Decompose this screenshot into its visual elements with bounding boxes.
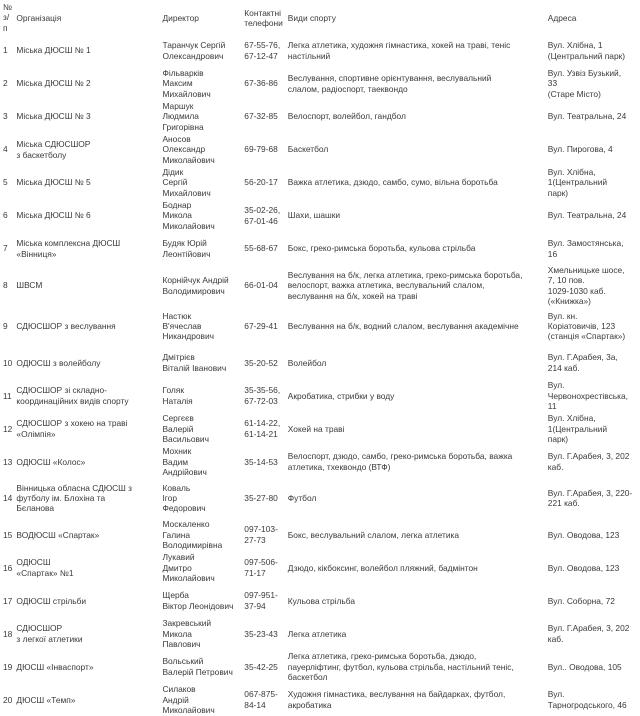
cell-address: Вул. Узвіз Бузький, 33 (Старе Місто) [547,68,622,99]
cell-num: 11 [3,390,12,401]
cell-sports: Дзюдо, кікбоксинг, волейбол пляжний, бадмінтон [287,562,478,573]
cell-organization: ОДЮСШ стрільби [16,595,87,606]
cell-organization: СДЮСШОР зі складно- координаційних видів спорту [16,385,129,406]
cell-num: 4 [3,144,8,155]
table-row [2,445,638,478]
cell-director: Аносов Олександр Миколайович [162,134,215,165]
cell-director: Дмітрієв Віталій Іванович [162,352,227,373]
cell-phones: 67-32-85 [244,111,278,122]
sports-schools-table [2,2,638,716]
table-row [2,617,638,650]
header-sports: Види спорту [287,12,336,23]
table-row [2,650,638,683]
table-row [2,306,638,346]
cell-address: Вул. Червонохрестівська, 11 [547,380,629,411]
cell-sports: Веслування на б/к, водний слалом, веслування академічне [287,321,519,332]
cell-director: Будяк Юрій Леонтійович [162,238,211,259]
cell-num: 17 [3,595,13,606]
cell-organization: Міська ДЮСШ № 1 [16,45,91,56]
cell-phones: 097-506- 71-17 [244,557,278,578]
cell-director: Настюк В'ячеслав Никандрович [162,310,215,342]
cell-sports: Веслування на б/к, легка атлетика, греко-римська боротьба, велоспорт, важка атлетика, веслувальний слалом, веслування на б/к, хокей на траві [287,270,523,301]
cell-address: Вул. кн. Коріатовичів, 123 (станція «Спартак») [547,310,626,342]
table-row [2,683,638,716]
cell-director: Лукавий Дмитро Миколайович [162,552,215,583]
cell-num: 10 [3,357,13,368]
header-num: № з/ п [3,2,12,33]
cell-director: Дідик Сергій Михайлович [162,167,211,198]
header-phones: Контактні телефони [244,7,283,28]
cell-organization: Міська ДЮСШ № 2 [16,78,91,89]
cell-sports: Бокс, веслувальний слалом, легка атлетика [287,529,460,540]
cell-director: Фільварків Максим Михайлович [162,68,211,99]
table-row [2,551,638,584]
cell-phones: 61-14-22, 61-14-21 [244,418,281,439]
cell-director: Маршук Людмила Григорівна [162,101,204,132]
cell-organization: ОДЮСШ «Спартак» №1 [16,557,74,578]
cell-num: 7 [3,243,8,254]
cell-director: Корнійчук Андрій Володимирович [162,275,229,296]
cell-phones: 35-02-26, 67-01-46 [244,205,281,226]
cell-sports: Баскетбол [287,144,329,155]
table-row [2,67,638,100]
table-row [2,379,638,412]
cell-num: 12 [3,423,13,434]
table-row [2,34,638,67]
table-row [2,166,638,199]
cell-phones: 66-01-04 [244,280,278,291]
cell-sports: Волейбол [287,357,327,368]
cell-phones: 35-27-80 [244,493,278,504]
cell-sports: Велоспорт, дзюдо, самбо, греко-римська боротьба, важка атлетика, тхеквондо (ВТФ) [287,451,513,472]
cell-num: 13 [3,456,13,467]
cell-organization: ДЮСШ «Інваспорт» [16,661,94,672]
cell-sports: Легка атлетика, греко-римська боротьба, дзюдо, пауерліфтинг, футбол, кульова стрільба, настільний теніс, баскетбол [287,651,514,682]
cell-num: 19 [3,661,13,672]
cell-address: Вул. Театральна, 24 [547,111,627,122]
cell-sports: Бокс, греко-римська боротьба, кульова стрільба [287,243,476,254]
cell-phones: 35-14-53 [244,456,278,467]
cell-num: 14 [3,493,13,504]
table-row [2,100,638,133]
cell-sports: Кульова стрільба [287,595,355,606]
cell-director: Силаков Андрій Миколайович [162,684,215,715]
cell-sports: Футбол [287,493,317,504]
cell-num: 20 [3,694,13,705]
cell-phones: 35-20-52 [244,357,278,368]
cell-phones: 35-23-43 [244,628,278,639]
cell-organization: Міська СДЮСШОР з баскетболу [16,139,91,160]
header-organization: Організація [16,12,62,23]
cell-address: Вул. Хлібна, 1(Центральний парк) [547,413,608,444]
cell-director: Сергєєв Валерій Васильович [162,413,209,444]
cell-num: 8 [3,280,8,291]
cell-phones: 56-20-17 [244,177,278,188]
cell-phones: 097-103- 27-73 [244,524,278,545]
cell-phones: 69-79-68 [244,144,278,155]
table-row [2,478,638,518]
cell-organization: СДЮСШОР з легкої атлетики [16,623,83,644]
cell-address: Вул. Оводова, 123 [547,529,620,540]
cell-organization: СДЮСШОР з веслування [16,321,116,332]
table-row [2,133,638,166]
cell-phones: 067-875- 84-14 [244,689,278,710]
cell-num: 3 [3,111,8,122]
cell-address: Вул. Хлібна, 1(Центральний парк) [547,167,608,198]
cell-num: 9 [3,321,8,332]
table-row [2,199,638,232]
cell-organization: Міська комплексна ДЮСШ «Вінниця» [16,238,121,259]
cell-director: Мохник Вадим Андрійович [162,446,207,477]
cell-num: 1 [3,45,8,56]
cell-organization: СДЮСШОР з хокею на траві «Олімпія» [16,418,128,439]
header-address: Адреса [547,12,577,23]
cell-director: Щерба Віктор Леонідович [162,590,234,611]
cell-address: Вул. Театральна, 24 [547,210,627,221]
cell-director: Москаленко Галина Володимирівна [162,519,223,550]
cell-sports: Легка атлетика, художня гімнастика, хокей на траві, теніс настільний [287,40,511,61]
cell-organization: Міська ДЮСШ № 3 [16,111,91,122]
cell-organization: Міська ДЮСШ № 6 [16,210,91,221]
cell-phones: 55-68-67 [244,243,278,254]
cell-address: Вул.. Оводова, 105 [547,661,622,672]
cell-num: 6 [3,210,8,221]
cell-address: Вул. Г.Арабея, 3, 220- 221 каб. [547,487,633,509]
cell-organization: ВОДЮСШ «Спартак» [16,529,100,540]
cell-phones: 67-29-41 [244,321,278,332]
cell-director: Коваль Ігор Федорович [162,482,206,514]
cell-num: 2 [3,78,8,89]
cell-organization: Вінницька обласна СДЮСШ з футболу ім. Блохіна та Бєланова [16,482,133,514]
table-row [2,265,638,306]
cell-address: Вул. Замостянська, 16 [547,238,624,259]
cell-num: 15 [3,529,13,540]
cell-phones: 097-951- 37-94 [244,590,278,611]
cell-address: Вул. Оводова, 123 [547,562,620,573]
cell-address: Вул. Соборна, 72 [547,595,615,606]
cell-director: Голяк Наталія [162,385,193,406]
cell-address: Вул. Тарногродського, 46 [547,689,627,710]
cell-sports: Художня гімнастика, веслування на байдарках, футбол, акробатика [287,689,506,710]
header-director: Директор [162,12,199,23]
cell-sports: Велоспорт, волейбол, гандбол [287,111,406,122]
cell-phones: 67-36-86 [244,78,278,89]
cell-phones: 35-42-25 [244,661,278,672]
cell-director: Закревський Микола Павлович [162,618,212,649]
cell-director: Боднар Микола Миколайович [162,200,215,231]
table-row [2,584,638,617]
cell-sports: Важка атлетика, дзюдо, самбо, сумо, вільна боротьба [287,177,498,188]
cell-organization: ОДЮСШ «Колос» [16,456,86,467]
cell-organization: ДЮСШ «Темп» [16,694,76,705]
cell-sports: Хокей на траві [287,423,345,434]
table-row [2,346,638,379]
cell-phones: 35-35-56, 67-72-03 [244,385,281,406]
cell-director: Таранчук Сергій Олександрович [162,40,226,61]
cell-sports: Веслування, спортивне орієнтування, веслувальний слалом, радіоспорт, таеквондо [287,73,492,94]
table-header-row [2,2,638,34]
cell-address: Вул. Хлібна, 1 (Центральний парк) [547,40,626,61]
cell-num: 18 [3,628,13,639]
cell-organization: ОДЮСШ з волейболу [16,357,101,368]
table-body [2,34,638,716]
table-row [2,518,638,551]
cell-sports: Шахи, шашки [287,210,341,221]
cell-organization: Міська ДЮСШ № 5 [16,177,91,188]
cell-num: 16 [3,562,13,573]
cell-address: Вул. Пирогова, 4 [547,144,613,155]
cell-sports: Акробатика, стрибки у воду [287,390,395,401]
cell-address: Вул. Г.Арабея, 3, 202 каб. [547,451,630,472]
cell-director: Вольський Валерій Петрович [162,656,233,677]
table-row [2,232,638,265]
cell-address: Вул. Г.Арабея, 3, 202 каб. [547,623,630,644]
cell-num: 5 [3,177,8,188]
cell-phones: 67-55-76, 67-12-47 [244,40,281,61]
cell-address: Вул. Г.Арабея, 3а, 214 каб. [547,352,618,373]
cell-organization: ШВСМ [16,280,43,291]
cell-address: Хмельницьке шосе, 7, 10 пов. 1029-1030 каб. («Книжка») [547,265,625,306]
table-row [2,412,638,445]
cell-sports: Легка атлетика [287,628,347,639]
